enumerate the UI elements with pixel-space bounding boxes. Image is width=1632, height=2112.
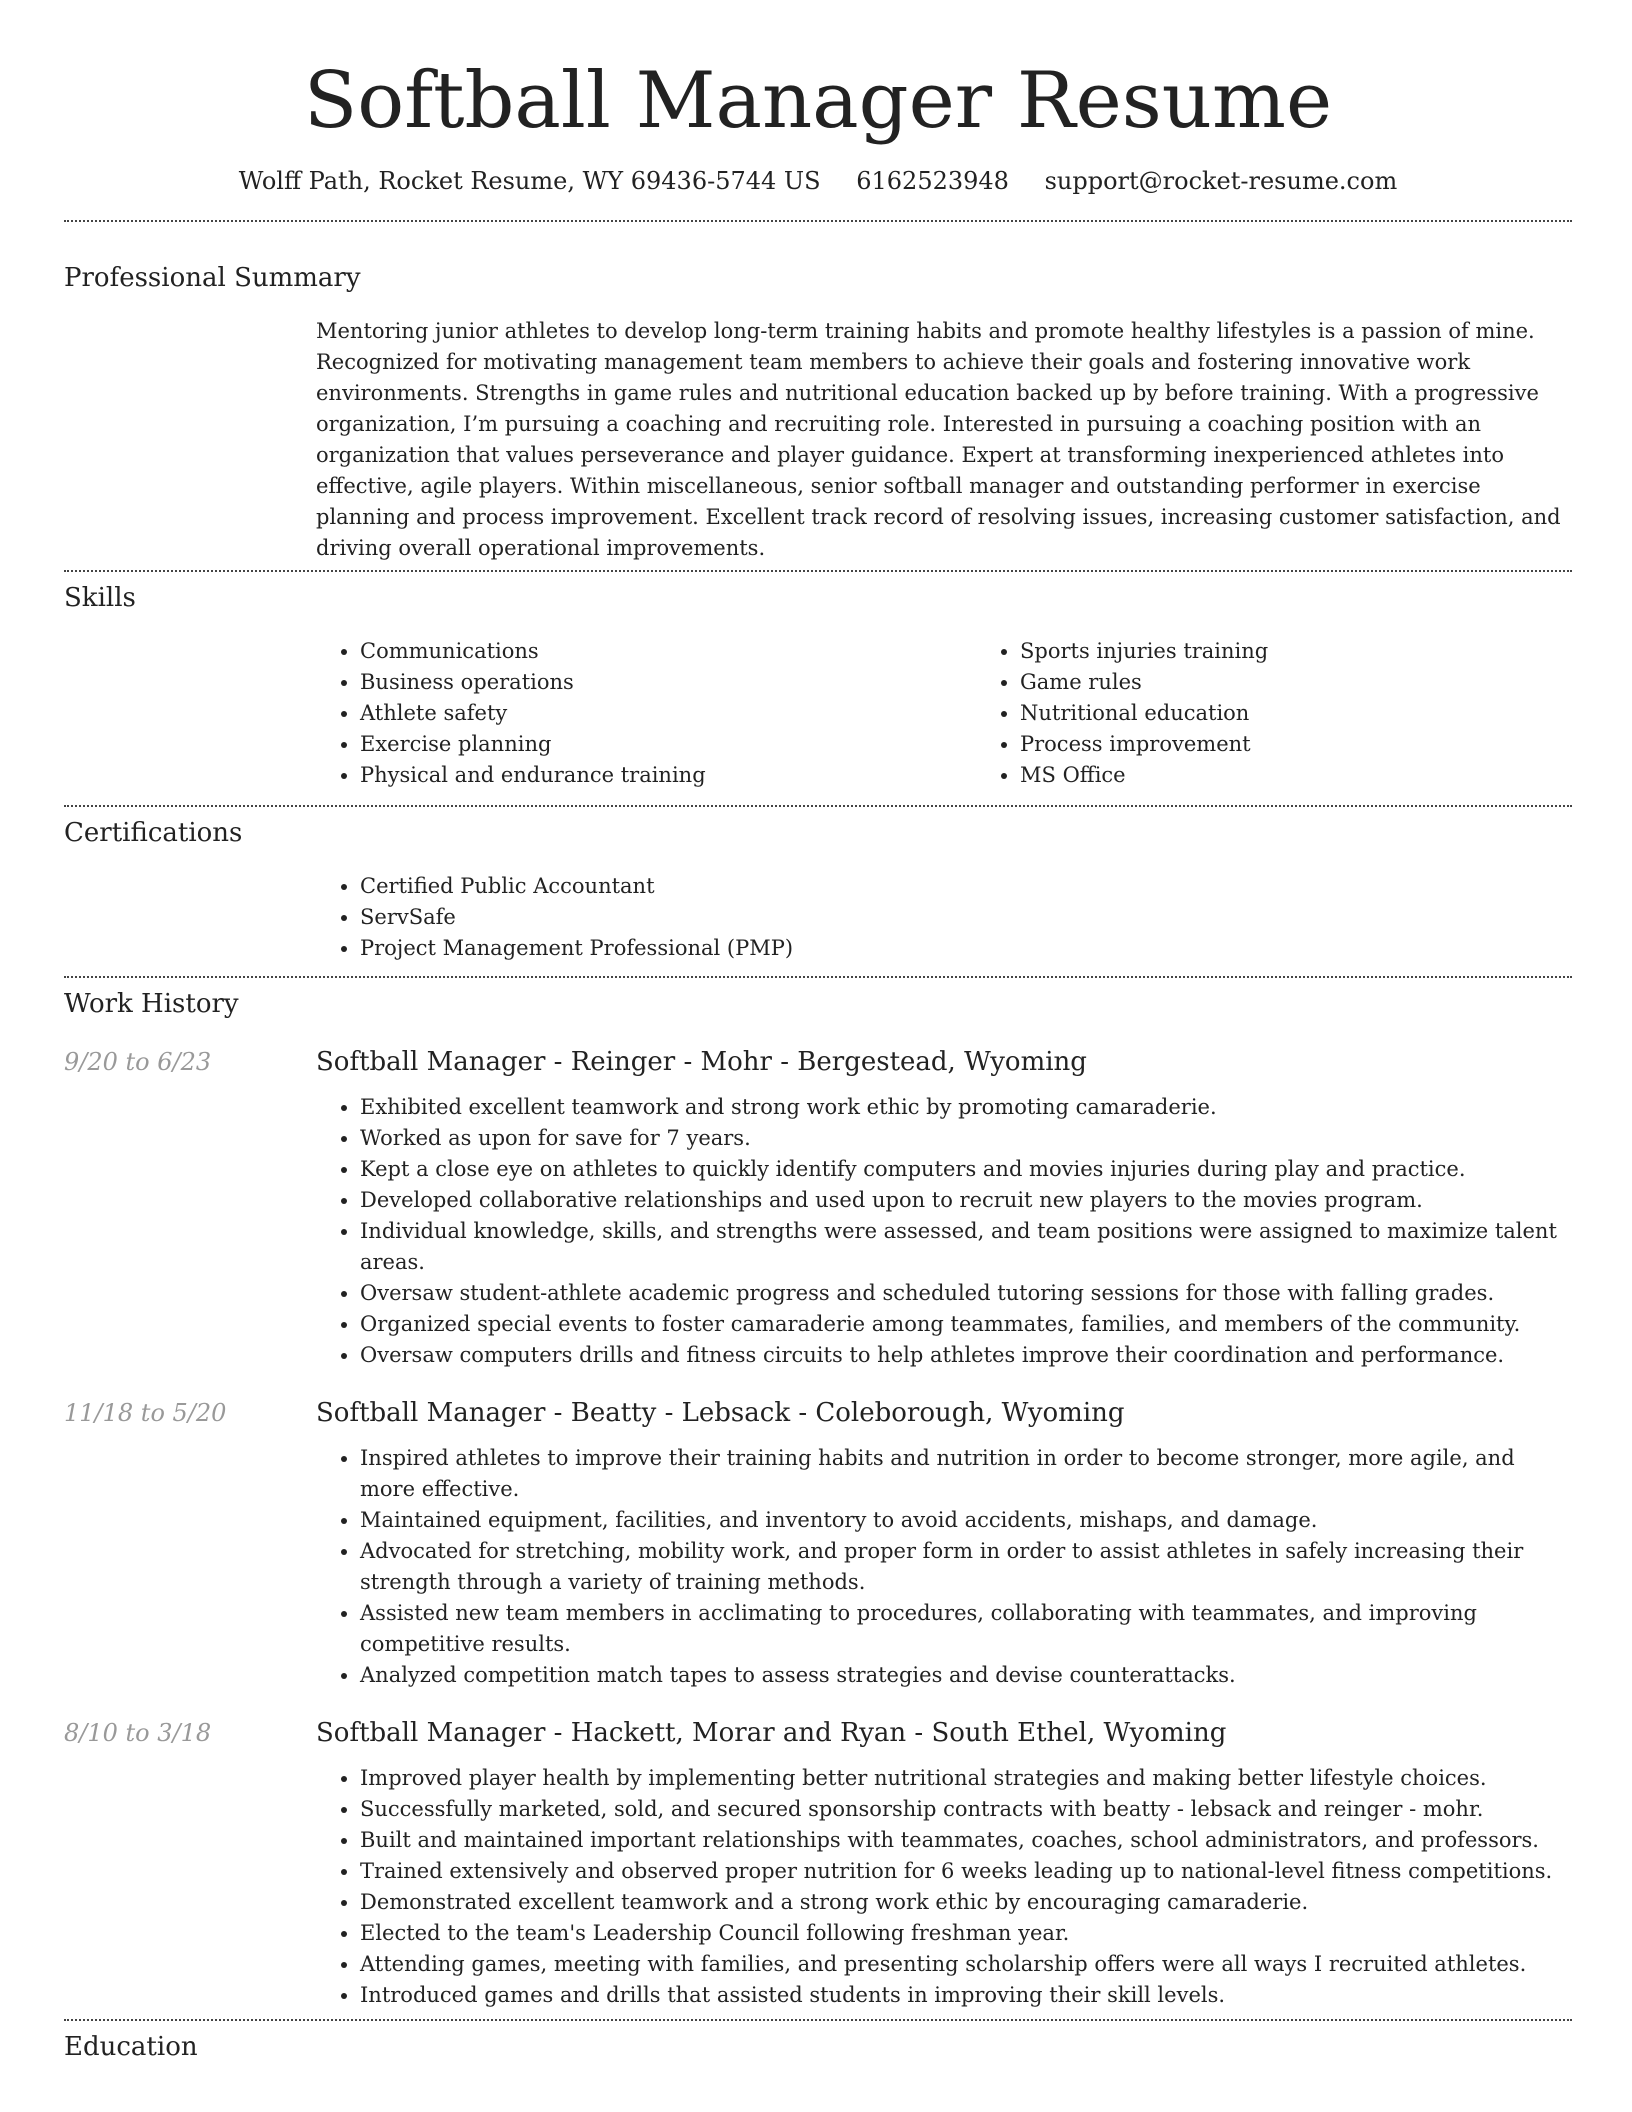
job-entry — [64, 1397, 1572, 1691]
contact-line — [64, 166, 1572, 196]
job-bullet: • Assisted new team members in acclimating to procedures, collaborating with teammates, and improving competitive results. — [360, 1598, 1572, 1660]
job-title: Softball Manager - Reinger - Mohr - Bergestead, Wyoming — [316, 1047, 1087, 1077]
skill-item: • Business operations — [360, 667, 976, 698]
skills-column-left — [316, 636, 976, 791]
job-bullet: • Analyzed competition match tapes to assess strategies and devise counterattacks. — [360, 1660, 1572, 1691]
section-heading-work-history: Work History — [64, 989, 239, 1019]
job-bullet: • Demonstrated excellent teamwork and a strong work ethic by encouraging camaraderie. — [360, 1887, 1572, 1918]
certifications-list — [316, 871, 1572, 964]
job-duties — [316, 1763, 1572, 2011]
job-bullet: • Introduced games and drills that assisted students in improving their skill levels. — [360, 1980, 1572, 2011]
job-bullet: • Kept a close eye on athletes to quickly identify computers and movies injuries during play and practice. — [360, 1154, 1572, 1185]
job-bullet: • Attending games, meeting with families, and presenting scholarship offers were all ways I recruited athletes. — [360, 1949, 1572, 1980]
certification-item: • Project Management Professional (PMP) — [360, 933, 1572, 964]
job-entry — [64, 1046, 1572, 1371]
job-bullet: • Successfully marketed, sold, and secured sponsorship contracts with beatty - lebsack and reinger - mohr. — [360, 1794, 1572, 1825]
skill-item: • Exercise planning — [360, 729, 976, 760]
job-bullet: • Trained extensively and observed proper nutrition for 6 weeks leading up to national-level fitness competitions. — [360, 1856, 1572, 1887]
job-bullet: • Built and maintained important relationships with teammates, coaches, school administrators, and professors. — [360, 1825, 1572, 1856]
job-bullet: • Advocated for stretching, mobility work, and proper form in order to assist athletes in safely increasing their strength through a variety of training methods. — [360, 1536, 1572, 1598]
summary-text: Mentoring junior athletes to develop long-term training habits and promote healthy lifestyles is a passion of mine. Recognized for motivating management team members to achieve their goals and fostering innovative work environments. Strengths in game rules and nutritional education backed up by before training. With a progressive organization, I’m pursuing a coaching and recruiting role. Interested in pursuing a coaching position with an organization that values perseverance and player guidance. Expert at transforming inexperienced athletes into effective, agile players. Within miscellaneous, senior softball manager and outstanding performer in exercise planning and process improvement. Excellent track record of resolving issues, increasing customer satisfaction, and driving overall operational improvements. — [316, 319, 1561, 560]
job-bullet: • Worked as upon for save for 7 years. — [360, 1123, 1572, 1154]
resume-page — [64, 0, 1572, 2063]
job-title: Softball Manager - Beatty - Lebsack - Coleborough, Wyoming — [316, 1398, 1125, 1428]
skill-item: • Communications — [360, 636, 976, 667]
section-divider — [64, 570, 1572, 572]
section-heading-certifications: Certifications — [64, 818, 243, 848]
job-bullet: • Individual knowledge, skills, and strengths were assessed, and team positions were assigned to maximize talent areas. — [360, 1216, 1572, 1278]
contact-phone: 6162523948 — [856, 167, 1009, 195]
job-bullet: • Improved player health by implementing better nutritional strategies and making better lifestyle choices. — [360, 1763, 1572, 1794]
section-heading-education: Education — [64, 2032, 198, 2062]
job-entry — [64, 1717, 1572, 2011]
job-bullet: • Oversaw computers drills and fitness circuits to help athletes improve their coordination and performance. — [360, 1340, 1572, 1371]
section-heading-skills: Skills — [64, 583, 136, 613]
skills-column-right — [976, 636, 1632, 791]
job-header — [64, 1397, 1572, 1429]
summary-content — [316, 316, 1572, 564]
job-bullet: • Elected to the team's Leadership Council following freshman year. — [360, 1918, 1572, 1949]
job-duties — [316, 1092, 1572, 1371]
job-header — [64, 1717, 1572, 1749]
job-bullet: • Exhibited excellent teamwork and strong work ethic by promoting camaraderie. — [360, 1092, 1572, 1123]
skill-item: • Sports injuries training — [1020, 636, 1632, 667]
contact-email: support@rocket-resume.com — [1044, 167, 1398, 195]
job-bullet-list — [316, 1092, 1572, 1371]
job-bullet: • Developed collaborative relationships and used upon to recruit new players to the movies program. — [360, 1185, 1572, 1216]
job-bullet: • Inspired athletes to improve their training habits and nutrition in order to become stronger, more agile, and more effective. — [360, 1443, 1572, 1505]
section-divider — [64, 220, 1572, 222]
contact-address: Wolff Path, Rocket Resume, WY 69436-5744 US — [238, 167, 821, 195]
job-title: Softball Manager - Hackett, Morar and Ryan - South Ethel, Wyoming — [316, 1718, 1227, 1748]
job-bullet-list — [316, 1443, 1572, 1691]
job-bullet: • Oversaw student-athlete academic progress and scheduled tutoring sessions for those with falling grades. — [360, 1278, 1572, 1309]
certification-item: • Certified Public Accountant — [360, 871, 1572, 902]
section-divider — [64, 976, 1572, 978]
job-header — [64, 1046, 1572, 1078]
job-bullet-list — [316, 1763, 1572, 2011]
section-divider — [64, 805, 1572, 807]
skill-item: • Nutritional education — [1020, 698, 1632, 729]
job-duties — [316, 1443, 1572, 1691]
section-divider — [64, 2019, 1572, 2021]
job-dates: 9/20 to 6/23 — [64, 1048, 212, 1076]
skill-item: • MS Office — [1020, 760, 1632, 791]
section-heading-summary: Professional Summary — [64, 263, 361, 293]
certification-item: • ServSafe — [360, 902, 1572, 933]
skill-item: • Process improvement — [1020, 729, 1632, 760]
job-dates: 8/10 to 3/18 — [64, 1719, 212, 1747]
skill-item: • Physical and endurance training — [360, 760, 976, 791]
skill-item: • Athlete safety — [360, 698, 976, 729]
skills-list — [316, 636, 1572, 791]
certifications-content — [316, 871, 1572, 964]
skill-item: • Game rules — [1020, 667, 1632, 698]
page-title: Softball Manager Resume — [303, 56, 1333, 146]
job-bullet: • Organized special events to foster camaraderie among teammates, families, and members of the community. — [360, 1309, 1572, 1340]
job-bullet: • Maintained equipment, facilities, and inventory to avoid accidents, mishaps, and damage. — [360, 1505, 1572, 1536]
job-dates: 11/18 to 5/20 — [64, 1399, 227, 1427]
